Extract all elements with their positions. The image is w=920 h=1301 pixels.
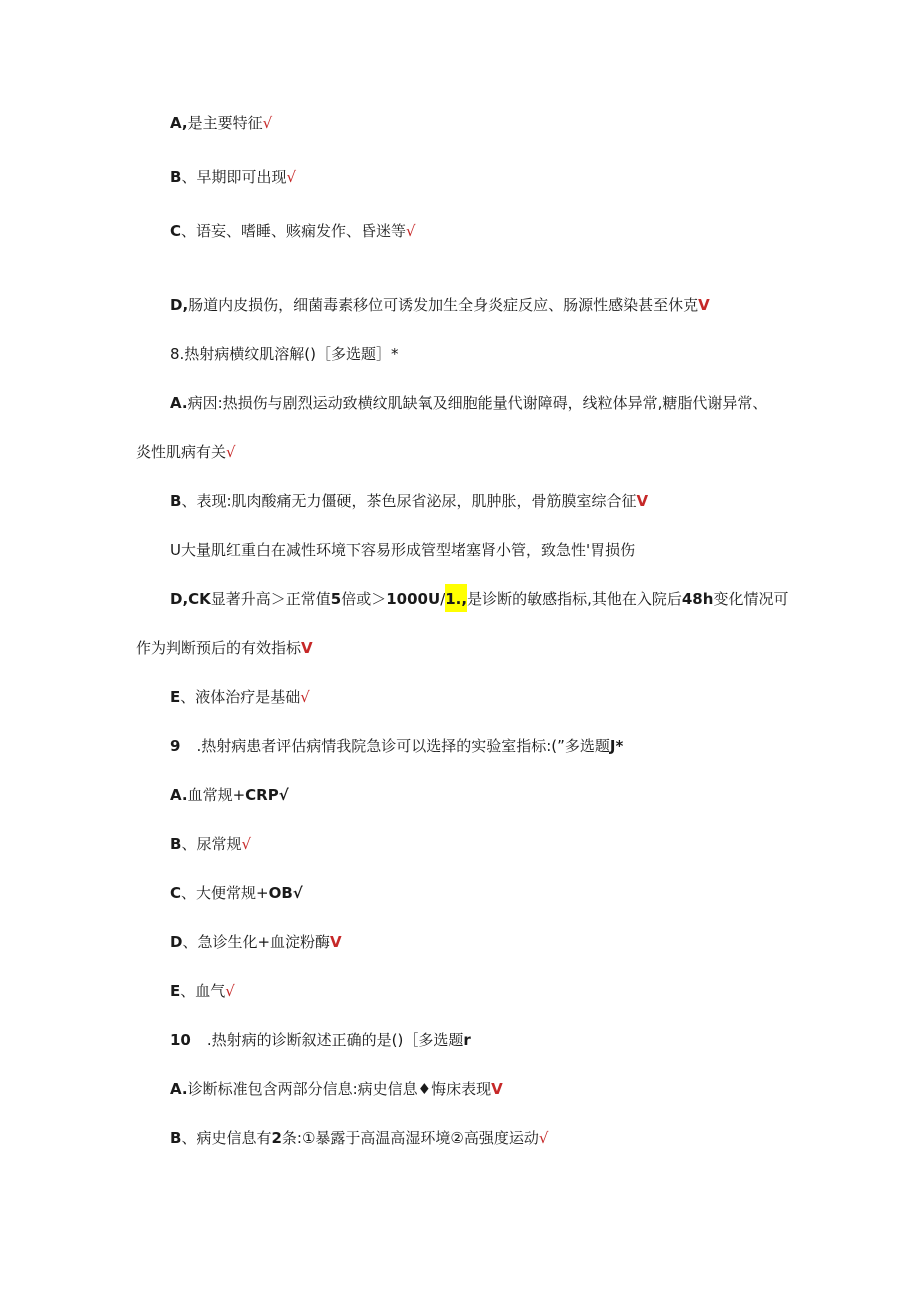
option-line (170, 393, 767, 413)
option-text: 条:①暴露于高温高湿环境②高强度运动 (281, 1129, 539, 1147)
option-text: 肠道内皮损伤，细菌毒素移位可诱发加生全身炎症反应、肠源性感染甚至休克 (188, 296, 699, 314)
number-text: 48h (681, 590, 714, 608)
option-letter: C (170, 222, 182, 240)
question-number: 9 (170, 737, 181, 755)
check-mark: V (330, 933, 342, 951)
option-text: 是诊断的敏感指标,其他在入院后 (467, 590, 682, 608)
option-letter: B (170, 1129, 182, 1147)
option-line (170, 491, 648, 511)
option-letter: E (170, 982, 181, 1000)
option-text: 、语妄、嗜睡、赅痫发作、昏迷等 (181, 222, 407, 240)
bold-text: CRP (245, 786, 279, 804)
option-text: 倍或＞ (341, 590, 387, 608)
option-text: 、尿常规 (181, 835, 242, 853)
check-mark: √ (226, 443, 236, 461)
option-letter: D,CK (170, 590, 211, 608)
option-line (170, 295, 710, 315)
option-text: 、早期即可出现 (181, 168, 287, 186)
check-mark: √ (225, 982, 235, 1000)
check-mark: V (491, 1080, 503, 1098)
check-mark: √ (538, 1129, 549, 1147)
option-line: U大量肌红重白在减性环境下容易形成管型堵塞肾小管，致急性'胃损伤 (170, 541, 636, 559)
option-continuation (136, 638, 313, 658)
question-text: .热射病的诊断叙述正确的是()［多选题 (206, 1031, 464, 1049)
number-text: 2 (271, 1129, 282, 1147)
option-line (170, 1079, 503, 1099)
check-mark: V (301, 639, 313, 657)
option-line (170, 981, 235, 1001)
option-letter: E (170, 688, 181, 706)
check-mark: √ (241, 835, 252, 853)
option-text: 、急诊生化+血淀粉酶 (182, 933, 331, 951)
check-mark: √ (262, 114, 273, 132)
option-text: 、大便常规+ (181, 884, 269, 902)
question-number: 10 (170, 1031, 191, 1049)
option-text: 变化情况可 (713, 590, 789, 608)
check-mark: √ (278, 786, 289, 804)
option-text: 病因:热损伤与剧烈运动致横纹肌缺氧及细胞能量代谢障碍，线粒体异常,糖脂代谢异常、 (187, 394, 768, 412)
option-line (170, 883, 303, 903)
option-text: 是主要特征 (187, 114, 263, 132)
check-mark: √ (286, 168, 297, 186)
option-line (170, 1128, 548, 1148)
option-text: 作为判断预后的有效指标 (136, 639, 302, 657)
option-letter: A. (170, 786, 188, 804)
option-line (170, 221, 416, 241)
option-line (170, 834, 251, 854)
option-text: / (440, 590, 446, 608)
check-mark: √ (406, 222, 416, 240)
option-letter: B (170, 835, 182, 853)
number-text: 5 (330, 590, 342, 608)
option-letter: A. (170, 394, 188, 412)
question-text: .热射病患者评估病情我院急诊可以选择的实验室指标:(”多选题 (196, 737, 610, 755)
option-text: 诊断标准包含两部分信息:病史信息♦悔床表现 (187, 1080, 492, 1098)
question-heading (170, 1030, 471, 1050)
option-letter: B (170, 168, 182, 186)
check-mark: √ (300, 688, 310, 706)
option-text: 炎性肌病有关 (136, 443, 227, 461)
option-line (170, 932, 342, 952)
option-line (170, 589, 788, 609)
check-mark: √ (292, 884, 303, 902)
bold-text: OB (268, 884, 293, 902)
option-letter: D, (170, 296, 189, 314)
option-letter: A. (170, 1080, 188, 1098)
option-text: 、表现:肌肉酸痛无力僵硬，茶色尿省泌尿，肌肿胀，骨筋膜室综合征 (181, 492, 637, 510)
question-heading (170, 736, 623, 756)
option-text: 、病史信息有 (181, 1129, 272, 1147)
option-line (170, 113, 272, 133)
option-line (170, 785, 289, 805)
question-tail: r (463, 1031, 471, 1049)
check-mark: V (636, 492, 649, 510)
option-letter: D (170, 933, 183, 951)
option-text: 、血气 (180, 982, 226, 1000)
question-heading: 8.热射病横纹肌溶解()［多选题］* (170, 345, 399, 363)
option-letter: B (170, 492, 182, 510)
question-tail: J* (609, 737, 624, 755)
option-text: 血常规+ (187, 786, 246, 804)
number-text: 1000U (386, 590, 441, 608)
option-letter: C (170, 884, 182, 902)
option-continuation (136, 442, 236, 462)
highlighted-text: 1., (445, 584, 467, 612)
check-mark: V (698, 296, 710, 314)
option-line (170, 167, 296, 187)
option-line (170, 687, 310, 707)
option-text: 显著升高＞正常值 (210, 590, 331, 608)
option-text: 、液体治疗是基础 (180, 688, 301, 706)
option-letter: A, (170, 114, 188, 132)
